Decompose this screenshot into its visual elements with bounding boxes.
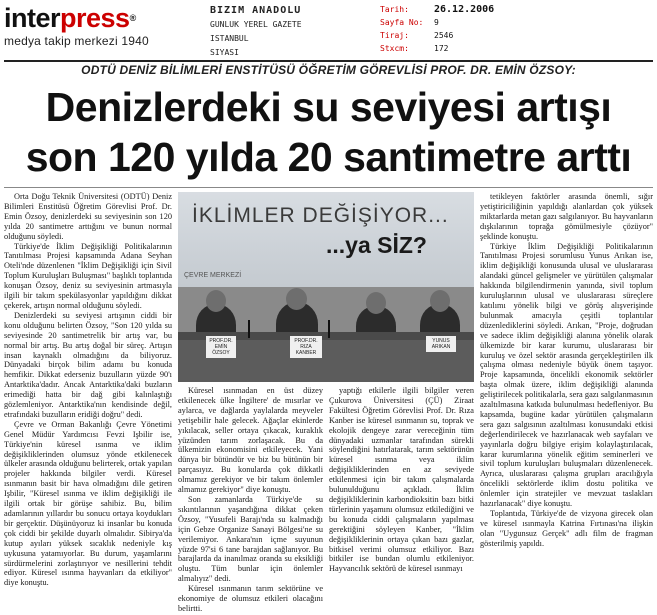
headline-line-2: son 120 yılda 20 santimetre arttı: [25, 134, 632, 180]
meta-value: 172: [434, 44, 449, 53]
photo-banner: [178, 192, 474, 287]
logo-name-highlight: press: [60, 3, 130, 33]
publication-name: BIZIM ANADOLU: [210, 5, 302, 16]
paragraph: Toplantıda, Türkiye'de de vizyona girecek olan ve küresel ısınmayla Katrina Fırtınası'na ilişkin olan "Uygunsuz Gerçek" adlı film de fragman gösterilmiş yapıldı.: [480, 509, 653, 548]
meta-row-area: [380, 42, 494, 55]
paragraph: Türkiye İklim Değişikliği Politikalarının Tanıtılması Projesi sorumlusu Yunus Arıkan ise, iklim değişikliği konusunda ulusal ve uluslararası alandaki güncel gelişmeler ve yürütülen çalışmalar hakkında bilgilendirmenin yanında, sivil toplum kuruluşlarının ulusal ve uluslararası süreçlere katılımı yönelik bilgi ve görüş alışverişinde bulunmak amacıyla çeşitli toplantılar düzenlediklerini söyledi. Arıkan, "Proje, doğrudan ve sadece iklim değişikliği alanına yönelik olarak ülkemizde bir karar kurumu, uluslararası bir kuruluş ve özel sektör arasında gerçekleştirilen ilk çalışma olması nedeniyle büyük önem taşıyor. Proje kapsamında, öncelikli ekonomik sektörler başta olmak üzere, iklim değişikliği alanında geliştirilecek politikalarla, sera gazı salgılanmasının azaltılmasına katkıda bulunulması hedefleniyor. Bu kapsamda, bugüne kadar yürütülen çalışmaların sera gazı salgısının azaltılması konusundaki etkisi değerlendirilecek ve hazırlanacak web sayfaları ve yayınlarla doğru bilgiye erişim kolaylaştırılacak, karar kurumlarına yönelik eğitim seminerleri ve sivil toplum kuruluşları buluşmaları düzenlenecek. Ayrıca, uluslararası çalışma grupları aracılığıyla öncelikli sektörlerde iklim dostu politika ve önlemler için stratejiler ve mevzuat taslakları hazırlanacak" diye konuştu.: [480, 241, 653, 509]
meta-key: Tarih:: [380, 5, 409, 14]
article-column-4: [480, 192, 653, 612]
person-head: [206, 290, 226, 312]
headline-divider: [4, 187, 653, 188]
source-info: [210, 4, 302, 60]
paragraph: Küresel ısınmadan en üst düzey etkilenecek ülke İngiltere' de mısırlar ve aylarca, ve dağlarda yaylalarda meyveler yetişebilir hale gelecek. Ağaçlar ekinlerde yıkılacak, seller ortaya çıkacak, kuraklık yüzünden tarım zorlaşacak. Bu da ülkemizin ekonomisini etkileyecek. Yani dünya bir bütündür ve biz bu bütünün bir parçasıyız. Bu konularda çok dikkatli olmamız gerekiyor ve bir takım önlemler almamız gerekiyor" diye konuştu.: [178, 386, 323, 495]
meta-value: 9: [434, 18, 439, 27]
banner-text-small: ÇEVRE MERKEZİ: [184, 272, 242, 279]
banner-text-2: ...ya SİZ?: [326, 232, 427, 258]
microphone: [248, 320, 250, 338]
clipping-header: [0, 0, 657, 62]
publication-section: SIYASI: [210, 48, 239, 57]
headline-line-1: Denizlerdeki su seviyesi artışı: [45, 84, 612, 130]
logo-tagline: medya takip merkezi 1940: [4, 34, 149, 48]
name-card: YUNUS ARIKAN: [426, 336, 456, 352]
article-headline: [4, 82, 653, 182]
header-divider: [4, 60, 653, 62]
meta-key: Stxcm:: [380, 44, 409, 53]
publication-type: GUNLUK YEREL GAZETE: [210, 20, 302, 29]
meta-row-page: [380, 16, 494, 29]
banner-text-1: İKLİMLER DEĞİŞİYOR...: [192, 204, 449, 227]
paragraph: Çevre ve Orman Bakanlığı Çevre Yönetimi Genel Müdür Yardımcısı Fevzi Işbilir ise, Türkiye'nin küresel ısınma ve iklim değişikliklerinden olumsuz yönde etkilenecek ülkeler arasında olduğunu belirterek, ortak yapılan projeler hakkında bilgiler verdi. Küresel ısınmanın basit bir hava olmadığını dile getiren Işbilir, "Küresel ısınma ve iklim değişikliği ile ilgili ortak bir görüşe sahibiz. Bu, bilim adamlarının yıllardır bu sonucu ortaya koydukları bir gerçektir. Düşünüyoruz ki insanlar bu konuda çok ciddi bir şekilde duyarlı olmalıdır. Sibirya'da kutup ayıları yüksek sıcaklık nedeniyle kış uykusuna yatamıyorlar. Bu durum, yaşamlarını sürdürmelerini zorlaştırıyor ve nesillerini tehdit ediyor. Küresel ısınma hayvanları da etkiliyor" diye konuştu.: [4, 419, 172, 588]
meta-key: Sayfa No:: [380, 18, 424, 27]
paragraph: Orta Doğu Teknik Üniversitesi (ODTÜ) Deniz Bilimleri Enstitüsü Öğretim Görevlisi Prof. Dr. Emin Özsoy, denizlerdeki su seviyesinin son 120 yılda 20 santimetre arttığını ve bunun normal olduğunu söyledi.: [4, 192, 172, 241]
meta-row-date: [380, 3, 494, 16]
person-head: [430, 290, 450, 312]
meta-value: 2546: [434, 31, 454, 40]
meta-key: Tiraj:: [380, 31, 409, 40]
article-column-1: [4, 192, 172, 612]
paragraph: Küresel ısınmanın tarım sektörüne ve ekonomiye de olumsuz etkileri olacağını belirtti.: [178, 584, 323, 612]
logo-registered-mark: ®: [129, 13, 136, 23]
person-head: [366, 292, 386, 314]
meta-value: 26.12.2006: [434, 4, 495, 15]
paragraph: Son zamanlarda Türkiye'de su sıkıntılarının yaşandığına dikkat çeken Özsoy, "Yusufeli Barajı'nda su kalmadığı için Gebze Organize Sanayi Bölgesi'ne su verilemiyor. Ankara'nın içme suyunun yüzde 97'si 6 tane barajdan sağlanıyor. Bu barajlarda da inanılmaz oranda su eksikliği oluştu. Tüm bunlar için önlemler almalıyız" dedi.: [178, 494, 323, 584]
name-card: PROF.DR. EMİN ÖZSOY: [206, 336, 236, 358]
paragraph: Türkiye'de İklim Değişikliği Politikalarının Tanıtılması Projesi kapsamında Adana Seyhan Oteli'nde düzenlenen "İklim Değişikliği için Sivil Toplum Kuruluşları Buluşması" başlıklı toplantıda konuşan Özsoy, deniz su seviyesinin artmasıyla ilgili bir takım spekülasyonlar yapıldığını dikkat çekerek, artışın normal olduğunu söyledi.: [4, 241, 172, 310]
paragraph: yaptığı etkilerle ilgili bilgiler veren Çukurova Üniversitesi (ÇÜ) Ziraat Fakültesi Öğretim Görevlisi Prof. Dr. Rıza Kanber ise küresel ısınmanın su, toprak ve ekolojik dengeye zarar vereceğinin tüm dünyadaki uzmanlar tarafından sürekli söylendiğini hatırlatarak, tarım sektörünün küresel ısınma veya iklim değişikliklerinden en az seviyede etkilenmesi için bir takım çalışmalarda bulunulduğunu açıkladı. İklim değişikliklerinin karbondioksitin bazı bitki türlerinin yaşamını olumsuz etkilediğini ve bu konuda ciddi çalışmaların yapılması gerektiğini söyleyen Kanber, "İklim değişikliklerinin ortaya çıkan bazı gazlar, bitkisel verimi olumsuz etkiliyor. Bazı bitkiler ise bundan olumlu etkileniyor. Hayvancılık sektörü de küresel ısınmayı: [329, 386, 474, 574]
paragraph: tetikleyen faktörler arasında önemli, sığır yetiştiriciliğinin yapıldığı alanlardan çok yüksek miktarlarda metan gazı salgılanıyor. Bu hayvanların dışkılarının toprağa gömülmesiyle çözüyor" şeklinde konuştu.: [480, 192, 653, 241]
article-column-3: [329, 386, 474, 612]
conference-photo: [178, 192, 474, 382]
paragraph: Denizlerdeki su seviyesi artışının ciddi bir konu olduğunu belirten Özsoy, "Son 120 yılda su seviyesinde 20 santimetrelik bir artış var, bu normal bir artış. Bu artış doğal bir süreç. Artışın insan kaynaklı olmadığını da biliyoruz. Dünyadaki birçok bilim adamı bu konuda hemfikir. Dikkat ederseniz buzulların yüzde 90'ı Antarktika'dadır. Ancak Antarktika'daki buzların erimediği hatta bir dağ gibi kalınlaştığı gözlemleniyor. Antarktika'nın kendisinde değil, etrafındaki buzulların eridiği doğru" dedi.: [4, 310, 172, 419]
microphone: [328, 320, 330, 338]
meta-row-circulation: [380, 29, 494, 42]
logo-name: inter: [4, 3, 61, 33]
article-kicker: ODTÜ DENİZ BİLİMLERİ ENSTİTÜSÜ ÖĞRETİM GÖREVLİSİ PROF. DR. EMİN ÖZSOY:: [81, 63, 576, 77]
clipping-meta: [380, 3, 494, 55]
article-column-2: [178, 386, 323, 612]
name-card: PROF.DR. RIZA KANBER: [290, 336, 322, 358]
publication-city: ISTANBUL: [210, 34, 249, 43]
interpress-logo: [4, 4, 164, 54]
person-head: [286, 288, 307, 310]
